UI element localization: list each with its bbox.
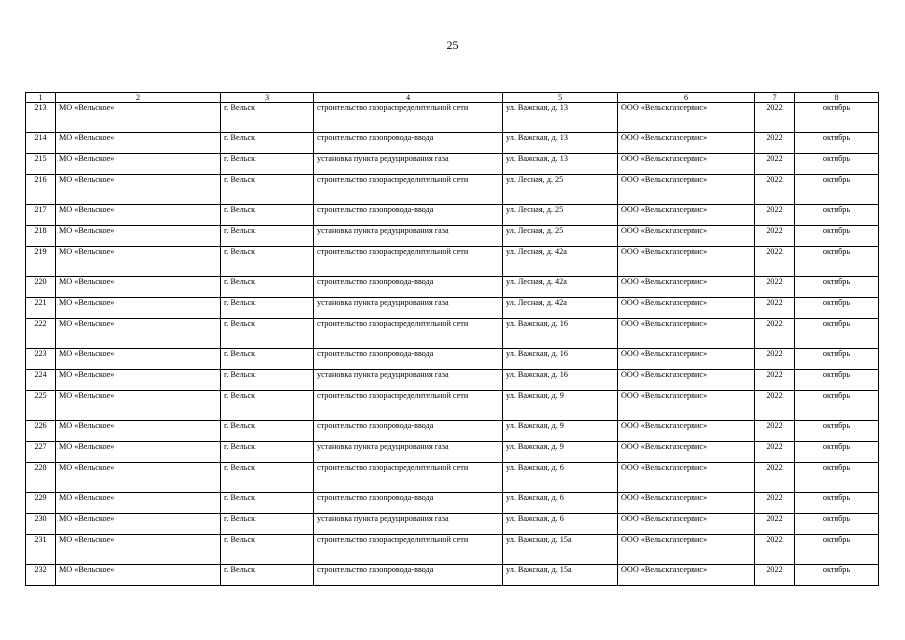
organization-cell: ООО «Вельскгазсервис»	[618, 205, 755, 226]
work-type-cell: строительство газопровода-ввода	[314, 493, 503, 514]
municipality-cell: МО «Вельское»	[56, 535, 221, 565]
work-type-cell: строительство газопровода-ввода	[314, 565, 503, 586]
header-cell: 8	[795, 93, 879, 103]
table-row	[26, 277, 879, 298]
row-number-cell: 228	[26, 463, 56, 493]
work-type-cell: установка пункта редуцирования газа	[314, 226, 503, 247]
year-cell: 2022	[755, 133, 795, 154]
row-number-cell: 227	[26, 442, 56, 463]
table-row	[26, 535, 879, 565]
year-cell: 2022	[755, 370, 795, 391]
municipality-cell: МО «Вельское»	[56, 298, 221, 319]
work-type-cell: строительство газораспределительной сети	[314, 463, 503, 493]
table-row	[26, 391, 879, 421]
table-row	[26, 421, 879, 442]
municipality-cell: МО «Вельское»	[56, 421, 221, 442]
organization-cell: ООО «Вельскгазсервис»	[618, 349, 755, 370]
header-cell: 1	[26, 93, 56, 103]
month-cell: октябрь	[795, 133, 879, 154]
row-number-cell: 224	[26, 370, 56, 391]
municipality-cell: МО «Вельское»	[56, 319, 221, 349]
header-cell: 6	[618, 93, 755, 103]
organization-cell: ООО «Вельскгазсервис»	[618, 421, 755, 442]
settlement-cell: г. Вельск	[221, 226, 314, 247]
settlement-cell: г. Вельск	[221, 319, 314, 349]
work-type-cell: строительство газораспределительной сети	[314, 175, 503, 205]
municipality-cell: МО «Вельское»	[56, 205, 221, 226]
organization-cell: ООО «Вельскгазсервис»	[618, 154, 755, 175]
address-cell: ул. Важская, д. 6	[503, 493, 618, 514]
municipality-cell: МО «Вельское»	[56, 391, 221, 421]
address-cell: ул. Важская, д. 16	[503, 370, 618, 391]
month-cell: октябрь	[795, 463, 879, 493]
table-row	[26, 133, 879, 154]
organization-cell: ООО «Вельскгазсервис»	[618, 298, 755, 319]
settlement-cell: г. Вельск	[221, 205, 314, 226]
organization-cell: ООО «Вельскгазсервис»	[618, 226, 755, 247]
address-cell: ул. Важская, д. 13	[503, 154, 618, 175]
settlement-cell: г. Вельск	[221, 103, 314, 133]
work-type-cell: установка пункта редуцирования газа	[314, 154, 503, 175]
year-cell: 2022	[755, 298, 795, 319]
year-cell: 2022	[755, 463, 795, 493]
page-number: 25	[446, 38, 459, 52]
settlement-cell: г. Вельск	[221, 421, 314, 442]
settlement-cell: г. Вельск	[221, 277, 314, 298]
header-cell: 7	[755, 93, 795, 103]
header-cell: 5	[503, 93, 618, 103]
work-type-cell: строительство газопровода-ввода	[314, 277, 503, 298]
address-cell: ул. Важская, д. 16	[503, 349, 618, 370]
table-row	[26, 493, 879, 514]
work-type-cell: строительство газораспределительной сети	[314, 535, 503, 565]
address-cell: ул. Лесная, д. 25	[503, 205, 618, 226]
row-number-cell: 219	[26, 247, 56, 277]
month-cell: октябрь	[795, 247, 879, 277]
settlement-cell: г. Вельск	[221, 565, 314, 586]
address-cell: ул. Важская, д. 15а	[503, 535, 618, 565]
organization-cell: ООО «Вельскгазсервис»	[618, 370, 755, 391]
municipality-cell: МО «Вельское»	[56, 247, 221, 277]
address-cell: ул. Важская, д. 13	[503, 133, 618, 154]
table-header	[26, 93, 879, 103]
year-cell: 2022	[755, 349, 795, 370]
address-cell: ул. Важская, д. 9	[503, 442, 618, 463]
settlement-cell: г. Вельск	[221, 133, 314, 154]
organization-cell: ООО «Вельскгазсервис»	[618, 463, 755, 493]
work-type-cell: строительство газопровода-ввода	[314, 205, 503, 226]
organization-cell: ООО «Вельскгазсервис»	[618, 319, 755, 349]
table-row	[26, 154, 879, 175]
municipality-cell: МО «Вельское»	[56, 226, 221, 247]
settlement-cell: г. Вельск	[221, 370, 314, 391]
month-cell: октябрь	[795, 154, 879, 175]
table-row	[26, 319, 879, 349]
organization-cell: ООО «Вельскгазсервис»	[618, 391, 755, 421]
address-cell: ул. Важская, д. 13	[503, 103, 618, 133]
table-row	[26, 175, 879, 205]
municipality-cell: МО «Вельское»	[56, 565, 221, 586]
work-type-cell: установка пункта редуцирования газа	[314, 298, 503, 319]
address-cell: ул. Лесная, д. 25	[503, 226, 618, 247]
year-cell: 2022	[755, 247, 795, 277]
month-cell: октябрь	[795, 205, 879, 226]
organization-cell: ООО «Вельскгазсервис»	[618, 442, 755, 463]
year-cell: 2022	[755, 319, 795, 349]
header-row	[26, 93, 879, 103]
settlement-cell: г. Вельск	[221, 442, 314, 463]
work-type-cell: строительство газораспределительной сети	[314, 103, 503, 133]
table-body	[26, 103, 879, 586]
municipality-cell: МО «Вельское»	[56, 154, 221, 175]
row-number-cell: 225	[26, 391, 56, 421]
municipality-cell: МО «Вельское»	[56, 514, 221, 535]
organization-cell: ООО «Вельскгазсервис»	[618, 247, 755, 277]
row-number-cell: 221	[26, 298, 56, 319]
row-number-cell: 214	[26, 133, 56, 154]
organization-cell: ООО «Вельскгазсервис»	[618, 175, 755, 205]
work-type-cell: строительство газопровода-ввода	[314, 349, 503, 370]
municipality-cell: МО «Вельское»	[56, 463, 221, 493]
year-cell: 2022	[755, 565, 795, 586]
header-cell: 3	[221, 93, 314, 103]
row-number-cell: 222	[26, 319, 56, 349]
year-cell: 2022	[755, 391, 795, 421]
table-row	[26, 205, 879, 226]
settlement-cell: г. Вельск	[221, 535, 314, 565]
month-cell: октябрь	[795, 421, 879, 442]
month-cell: октябрь	[795, 493, 879, 514]
work-type-cell: строительство газопровода-ввода	[314, 133, 503, 154]
address-cell: ул. Лесная, д. 42а	[503, 277, 618, 298]
row-number-cell: 218	[26, 226, 56, 247]
address-cell: ул. Важская, д. 6	[503, 463, 618, 493]
header-cell: 4	[314, 93, 503, 103]
work-type-cell: установка пункта редуцирования газа	[314, 514, 503, 535]
municipality-cell: МО «Вельское»	[56, 103, 221, 133]
municipality-cell: МО «Вельское»	[56, 349, 221, 370]
settlement-cell: г. Вельск	[221, 298, 314, 319]
work-type-cell: строительство газораспределительной сети	[314, 247, 503, 277]
row-number-cell: 229	[26, 493, 56, 514]
address-cell: ул. Важская, д. 15а	[503, 565, 618, 586]
month-cell: октябрь	[795, 514, 879, 535]
table-row	[26, 463, 879, 493]
address-cell: ул. Важская, д. 6	[503, 514, 618, 535]
month-cell: октябрь	[795, 442, 879, 463]
row-number-cell: 230	[26, 514, 56, 535]
month-cell: октябрь	[795, 226, 879, 247]
organization-cell: ООО «Вельскгазсервис»	[618, 493, 755, 514]
year-cell: 2022	[755, 277, 795, 298]
row-number-cell: 223	[26, 349, 56, 370]
table-row	[26, 349, 879, 370]
year-cell: 2022	[755, 514, 795, 535]
work-type-cell: строительство газопровода-ввода	[314, 421, 503, 442]
table-row	[26, 370, 879, 391]
settlement-cell: г. Вельск	[221, 493, 314, 514]
month-cell: октябрь	[795, 565, 879, 586]
year-cell: 2022	[755, 535, 795, 565]
organization-cell: ООО «Вельскгазсервис»	[618, 133, 755, 154]
data-table	[25, 92, 879, 586]
year-cell: 2022	[755, 154, 795, 175]
settlement-cell: г. Вельск	[221, 175, 314, 205]
work-type-cell: установка пункта редуцирования газа	[314, 370, 503, 391]
row-number-cell: 226	[26, 421, 56, 442]
header-cell: 2	[56, 93, 221, 103]
address-cell: ул. Важская, д. 16	[503, 319, 618, 349]
month-cell: октябрь	[795, 175, 879, 205]
row-number-cell: 217	[26, 205, 56, 226]
month-cell: октябрь	[795, 319, 879, 349]
month-cell: октябрь	[795, 391, 879, 421]
work-type-cell: установка пункта редуцирования газа	[314, 442, 503, 463]
year-cell: 2022	[755, 442, 795, 463]
settlement-cell: г. Вельск	[221, 154, 314, 175]
year-cell: 2022	[755, 493, 795, 514]
month-cell: октябрь	[795, 535, 879, 565]
row-number-cell: 232	[26, 565, 56, 586]
table-row	[26, 103, 879, 133]
year-cell: 2022	[755, 205, 795, 226]
table-row	[26, 565, 879, 586]
municipality-cell: МО «Вельское»	[56, 370, 221, 391]
table-row	[26, 226, 879, 247]
organization-cell: ООО «Вельскгазсервис»	[618, 277, 755, 298]
work-type-cell: строительство газораспределительной сети	[314, 391, 503, 421]
row-number-cell: 213	[26, 103, 56, 133]
address-cell: ул. Важская, д. 9	[503, 391, 618, 421]
row-number-cell: 215	[26, 154, 56, 175]
organization-cell: ООО «Вельскгазсервис»	[618, 514, 755, 535]
table-row	[26, 247, 879, 277]
month-cell: октябрь	[795, 298, 879, 319]
organization-cell: ООО «Вельскгазсервис»	[618, 535, 755, 565]
settlement-cell: г. Вельск	[221, 391, 314, 421]
row-number-cell: 216	[26, 175, 56, 205]
organization-cell: ООО «Вельскгазсервис»	[618, 103, 755, 133]
table-row	[26, 442, 879, 463]
address-cell: ул. Лесная, д. 42а	[503, 298, 618, 319]
year-cell: 2022	[755, 103, 795, 133]
municipality-cell: МО «Вельское»	[56, 493, 221, 514]
work-type-cell: строительство газораспределительной сети	[314, 319, 503, 349]
table-row	[26, 514, 879, 535]
address-cell: ул. Лесная, д. 25	[503, 175, 618, 205]
table-row	[26, 298, 879, 319]
month-cell: октябрь	[795, 349, 879, 370]
settlement-cell: г. Вельск	[221, 514, 314, 535]
month-cell: октябрь	[795, 103, 879, 133]
municipality-cell: МО «Вельское»	[56, 133, 221, 154]
row-number-cell: 220	[26, 277, 56, 298]
year-cell: 2022	[755, 175, 795, 205]
settlement-cell: г. Вельск	[221, 463, 314, 493]
year-cell: 2022	[755, 226, 795, 247]
settlement-cell: г. Вельск	[221, 247, 314, 277]
address-cell: ул. Важская, д. 9	[503, 421, 618, 442]
municipality-cell: МО «Вельское»	[56, 175, 221, 205]
month-cell: октябрь	[795, 277, 879, 298]
month-cell: октябрь	[795, 370, 879, 391]
address-cell: ул. Лесная, д. 42а	[503, 247, 618, 277]
year-cell: 2022	[755, 421, 795, 442]
settlement-cell: г. Вельск	[221, 349, 314, 370]
organization-cell: ООО «Вельскгазсервис»	[618, 565, 755, 586]
row-number-cell: 231	[26, 535, 56, 565]
municipality-cell: МО «Вельское»	[56, 277, 221, 298]
municipality-cell: МО «Вельское»	[56, 442, 221, 463]
